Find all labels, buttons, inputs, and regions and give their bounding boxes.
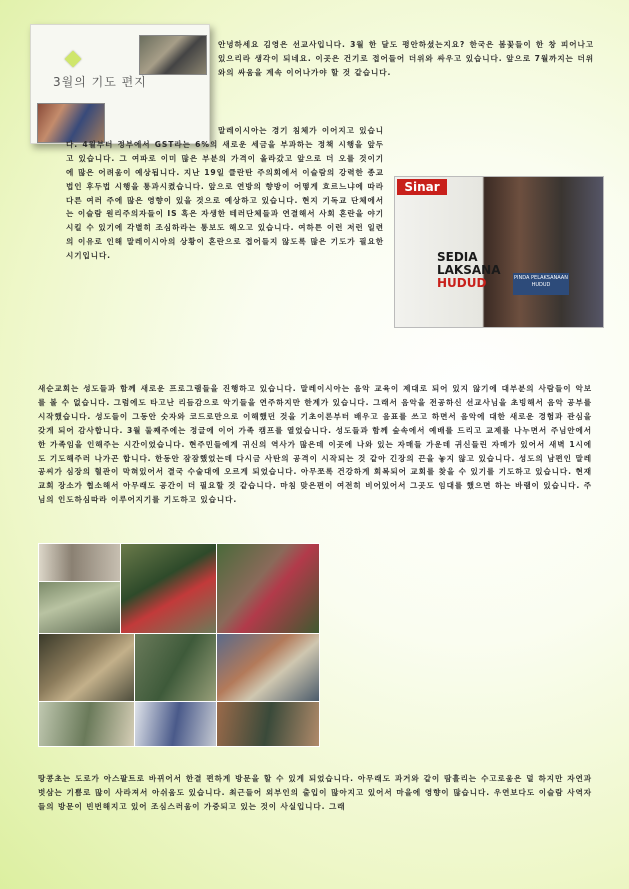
collage-photo-cooking	[38, 633, 136, 703]
paragraph-greeting: 안녕하세요 김영은 선교사입니다. 3월 한 달도 평안하셨는지요? 한국은 봄꽃들이 한 창 피어나고 있으리라 생각이 되네요. 이곳은 건기로 접어들어 더위와 싸우고 있습니다. 앞으로 7월까지는 더위와의 싸움을 계속 이어나가야 할 것 같습니다.	[218, 40, 594, 77]
pushpin-icon	[65, 51, 82, 68]
group-photo-top	[139, 35, 207, 75]
headline-line-1: SEDIA	[437, 250, 478, 264]
newspaper-masthead: Sinar	[397, 179, 447, 195]
headline-line-3: HUDUD	[437, 276, 487, 290]
paragraph-malaysia: 말레이시아는 경기 침체가 이어지고 있습니다. 4월부터 정부에서 GST라는 6%의 새로운 세금을 부과하는 정책 시행을 앞두고 있습니다. 그 여파로 이미 많은 부분의 가격이 올라갔고 앞으로 더 오를 것이기에 많은 어려움이 예상됩니다. 지난 19일 클란탄 주의회에서 이슬람의 강력한 종교법인 후두법 시행을 통과시켰습니다. 앞으로 연방의 향방이 어떻게 흐르느냐에 따라 다른 여러 주에 많은 영향이 있을 것으로 예상하고 있습니다. 현지 기독교 단체에서는 이슬람 원리주의자들이 IS 혹은 자생한 테러단체들과 연결해서 사회 혼란을 야기시킬 수 있기에 각별히 조심하라는 통보도 해오고 있습니다. 여하튼 이런 저런 일련의 이유로 인해 말레이시아의 상황이 혼란으로 접어들지 않도록 많은 기도가 필요한 시기입니다.	[66, 126, 384, 261]
collage-photo-group	[216, 543, 320, 635]
newspaper-headline	[437, 250, 501, 290]
news-photo	[394, 176, 604, 328]
collage-photo-class	[38, 543, 122, 583]
page-title: 3월의 기도 편지	[53, 75, 147, 89]
collage-photo-stream	[38, 581, 122, 635]
collage-photo-camp	[120, 543, 218, 635]
photo-collage	[38, 543, 318, 745]
assembly-banner: PINDA PELAKSANAAN HUDUD	[513, 273, 569, 295]
paragraph-village: 땅콩초는 도로가 아스팔트로 바뀌어서 한결 편하게 방문을 할 수 있게 되었습니다. 아무래도 과거와 같이 땀흘리는 수고로움은 덜 하지만 자연과 벗삼는 기쁨로 많이 사라져서 아쉬움도 있습니다. 최근들어 외부인의 출입이 많아지고 있어서 마을에 영향이 많습니다. 우연보다도 이슬람 사역자들의 방문이 빈번해지고 있어 조심스러움이 가중되고 있는 것이 사실입니다. 그래	[38, 774, 592, 811]
collage-photo-worship	[216, 633, 320, 703]
collage-photo-meeting	[134, 701, 218, 747]
collage-photo-forest	[134, 633, 218, 703]
headline-line-2: LAKSANA	[437, 263, 501, 277]
collage-photo-kids	[38, 701, 136, 747]
paragraph-church: 새순교회는 성도들과 함께 새로운 프로그램들을 진행하고 있습니다. 말레이시아는 음악 교육이 제대로 되어 있지 않기에 대부분의 사람들이 악보를 볼 수 없습니다. 그럼에도 타고난 리듬감으로 악기들을 연주하지만 한계가 있습니다. 그래서 음악을 전공하신 선교사님을 초빙해서 음악 공부를 시작했습니다. 성도들이 그동안 숫자와 코드로만으로 이해했던 것을 기초이론부터 배우고 음표를 쓰고 하면서 음악에 대한 새로운 경험과 관심을 갖게 되어 감사합니다. 3월 둘째주에는 정글에 이어 가족 캠프를 열었습니다. 성도들과 함께 숲속에서 예배를 드리고 교제를 나누면서 주님안에서 한 가족임을 인해주는 시간이었습니다. 현주민들에게 귀신의 역사가 많은데 이곳에 나와 있는 자매들 가운데 귀신들린 자매가 있어서 새벽 1시에도 기도해주러 나가곤 합니다. 한동안 잠잠했었는데 다시금 사탄의 공격이 시작되는 것 같아 긴장의 끈을 놓지 않고 있습니다. 성도의 남편인 말레공씨가 심장의 혈관이 막혀있어서 결국 수술대에 오르게 되었습니다. 아무쪼록 건강하게 회복되어 교회를 찾을 수 있기를 기도하고 있습니다. 현재 교회 장소가 협소해서 아무래도 공간이 더 필요할 것 같습니다. 마침 맞은편이 여전히 비어있어서 그곳도 임대를 했으면 하는 바램이 있습니다. 주님의 인도하심따라 이루어지기를 기도하고 있습니다.	[38, 382, 592, 754]
collage-photo-family	[216, 701, 320, 747]
